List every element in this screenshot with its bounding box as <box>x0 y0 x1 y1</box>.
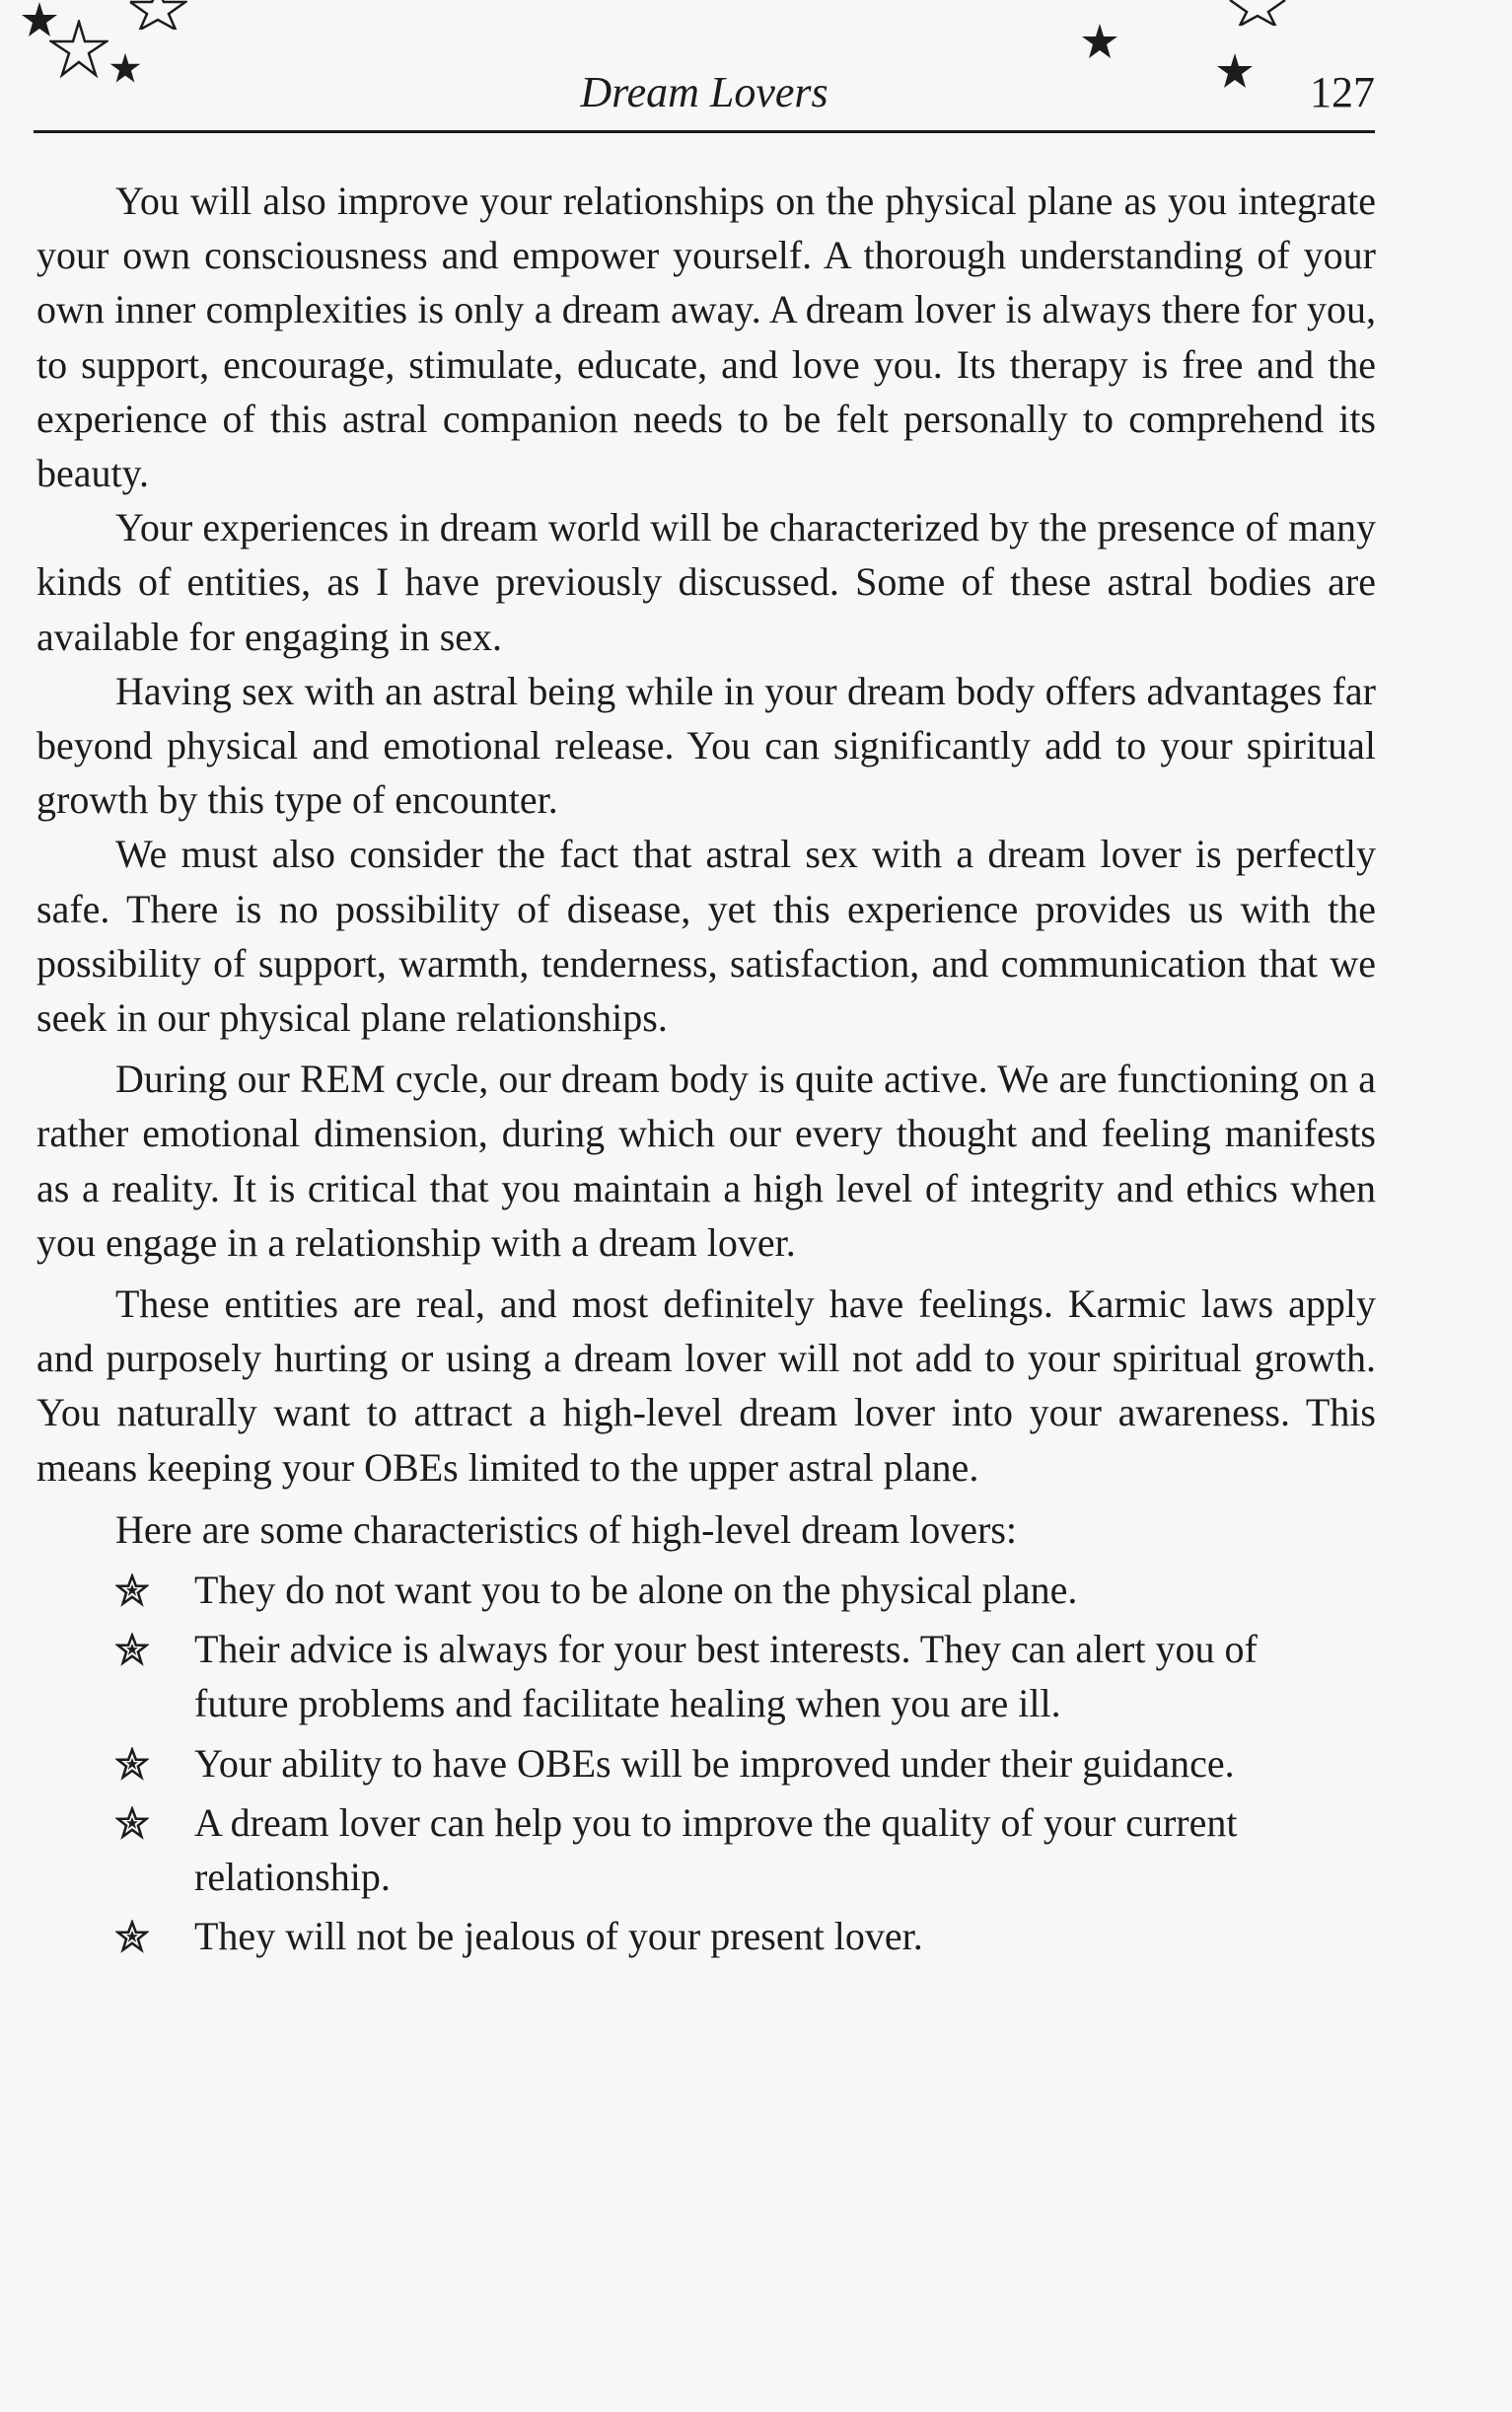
paragraph: We must also consider the fact that astral sex with a dream lover is perfectly safe. There is no possibility of disease, yet this experience provides us with the possibility of support, warmth, tenderness, satisfaction, and communication that we seek in our physical plane relationships. <box>36 832 1376 1041</box>
filled-star-icon <box>1080 22 1119 61</box>
list-item-text: Your ability to have OBEs will be improved under their guidance. <box>194 1740 1235 1786</box>
list-item-text: They will not be jealous of your present lover. <box>194 1914 923 1959</box>
list-item <box>36 1795 1376 1904</box>
paragraph: Having sex with an astral being while in your dream body offers advantages far beyond physical and emotional release. You can significantly add to your spiritual growth by this type of encounter. <box>36 668 1376 823</box>
outline-star-icon <box>1228 0 1287 26</box>
paragraph: Your experiences in dream world will be characterized by the presence of many kinds of entities, as I have previously discussed. Some of these astral bodies are available for engaging in sex. <box>36 505 1376 659</box>
outline-star-bullet-icon <box>115 1920 149 1953</box>
page-number: 127 <box>1310 68 1375 116</box>
outline-star-bullet-icon <box>115 1806 149 1840</box>
list-intro: Here are some characteristics of high-level dream lovers: <box>115 1506 1018 1552</box>
paragraph: During our REM cycle, our dream body is quite active. We are functioning on a rather emotional dimension, during which our every thought and feeling manifests as a reality. It is critical that you maintain a high level of integrity and ethics when you engage in a relationship with a dream lover. <box>36 1057 1376 1265</box>
outline-star-bullet-icon <box>115 1573 149 1607</box>
list-item-text: A dream lover can help you to improve the quality of your current relationship. <box>194 1799 1238 1900</box>
list-item <box>36 1909 1376 1963</box>
paragraph: These entities are real, and most definitely have feelings. Karmic laws apply and purposely hurting or using a dream lover will not add to your spiritual growth. You naturally want to attract a high-level dream lover into your awareness. This means keeping your OBEs limited to the upper astral plane. <box>36 1281 1376 1490</box>
running-title: Dream Lovers <box>580 68 828 116</box>
paragraph: You will also improve your relationships on the physical plane as you integrate your own consciousness and empower yourself. A thorough understanding of your own inner complexities is only a dream away. A dream lover is always there for you, to support, encourage, stimulate, educate, and love you. Its therapy is free and the experience of this astral companion needs to be felt personally to comprehend its beauty. <box>36 179 1376 496</box>
page-header <box>34 59 1375 133</box>
outline-star-bullet-icon <box>115 1747 149 1781</box>
outline-star-icon <box>128 0 187 30</box>
list-item-text: Their advice is always for your best interests. They can alert you of future problems and facilitate healing when you are ill. <box>194 1627 1258 1726</box>
outline-star-bullet-icon <box>115 1633 149 1666</box>
list-item <box>36 1736 1376 1791</box>
header-rule <box>34 130 1375 133</box>
characteristics-list <box>36 1563 1376 1963</box>
list-item-text: They do not want you to be alone on the physical plane. <box>194 1568 1078 1613</box>
list-item <box>36 1622 1376 1730</box>
body-text <box>36 174 1376 1964</box>
list-item <box>36 1563 1376 1617</box>
